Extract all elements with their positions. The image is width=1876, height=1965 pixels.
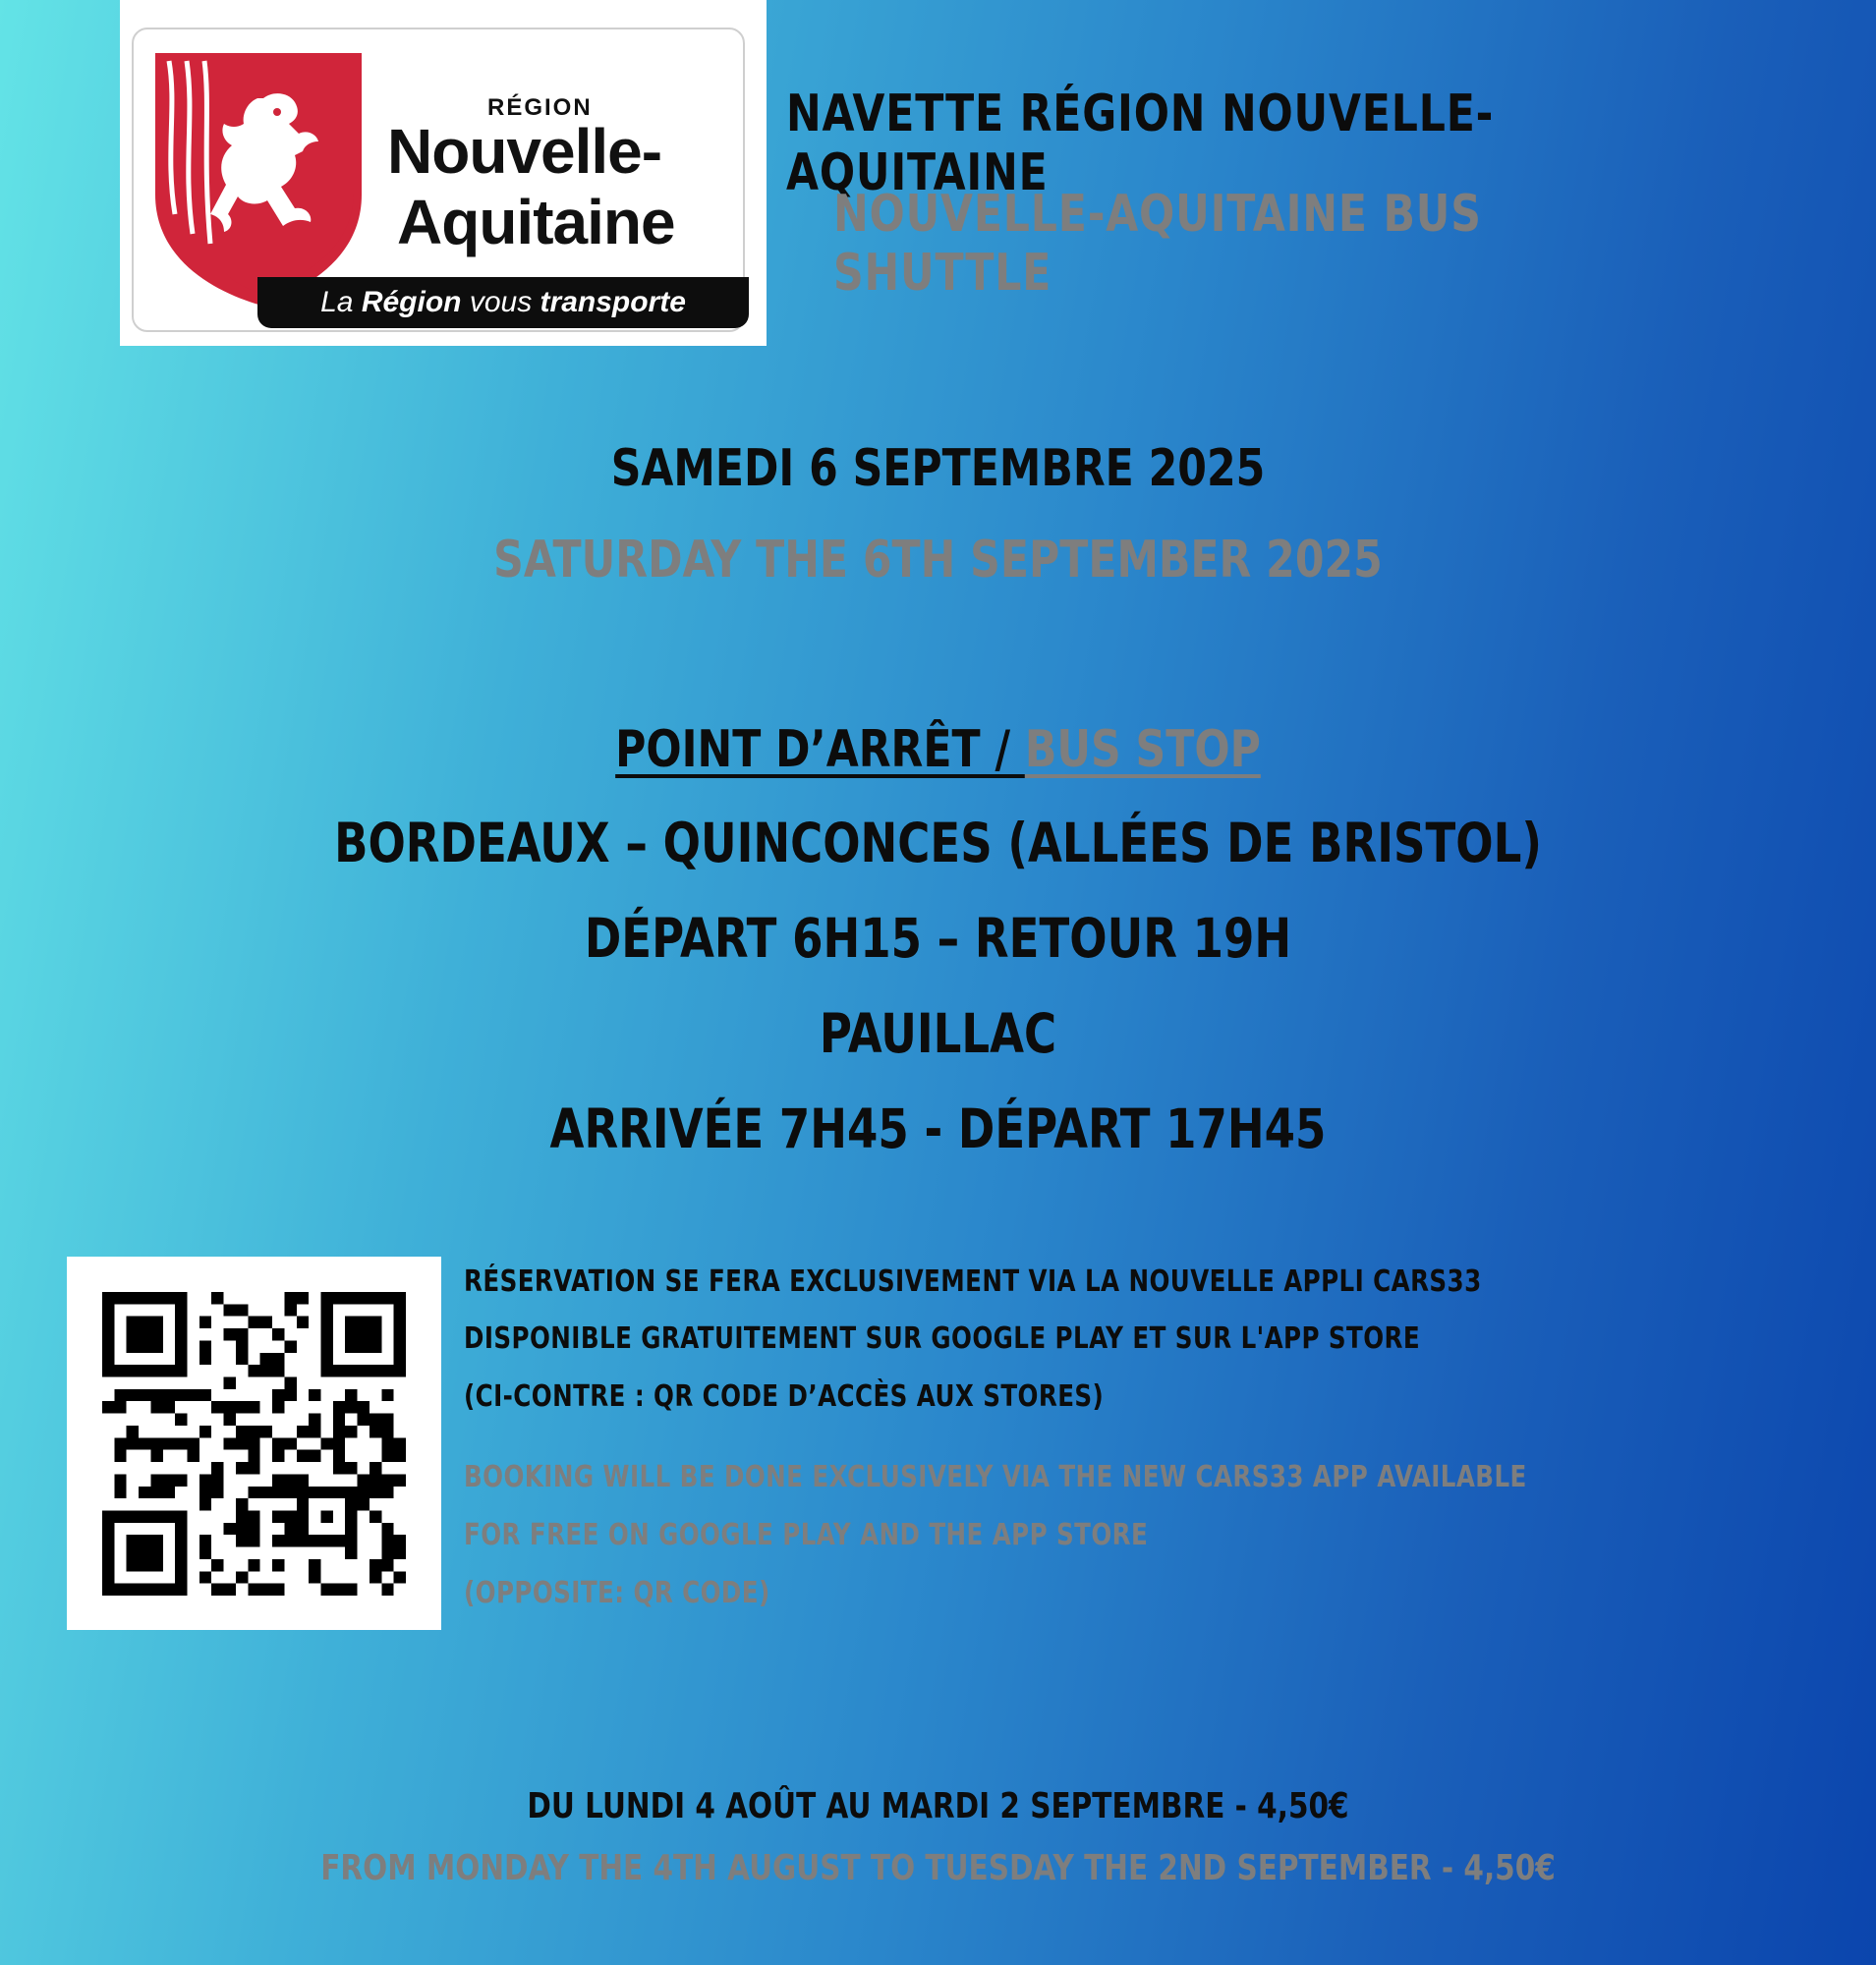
tagline-prefix: La	[320, 286, 354, 318]
logo-name-line2: Aquitaine	[397, 187, 675, 257]
title-french: NAVETTE RÉGION NOUVELLE-AQUITAINE	[786, 84, 1495, 202]
qr-code-icon	[102, 1292, 406, 1596]
tagline-bold-transport: transporte	[540, 286, 686, 318]
logo-name-line1: Nouvelle-	[387, 116, 662, 187]
stop-pauillac: PAUILLAC	[819, 1002, 1057, 1065]
stop-heading-fr: POINT D’ARRÊT /	[615, 720, 1025, 779]
booking-fr-line2: DISPONIBLE GRATUITEMENT SUR GOOGLE PLAY ET SUR L'APP STORE	[464, 1321, 1421, 1356]
tagline-bold-region: Région	[361, 286, 462, 318]
logo-tagline	[257, 277, 749, 328]
date-french: SAMEDI 6 SEPTEMBRE 2025	[610, 439, 1266, 498]
title-english: NOUVELLE-AQUITAINE BUS SHUTTLE	[833, 185, 1482, 303]
stop-heading	[169, 720, 1707, 779]
region-logo	[120, 0, 767, 346]
stop-bordeaux-times: DÉPART 6H15 – RETOUR 19H	[584, 907, 1292, 970]
qr-code[interactable]	[67, 1257, 441, 1630]
shield-lion-icon	[147, 47, 370, 308]
booking-en-line2: FOR FREE ON GOOGLE PLAY AND THE APP STORE	[464, 1518, 1149, 1552]
logo-frame	[132, 28, 745, 332]
booking-fr-line1: RÉSERVATION SE FERA EXCLUSIVEMENT VIA LA NOUVELLE APPLI CARS33	[464, 1264, 1482, 1299]
stop-bordeaux: BORDEAUX – QUINCONCES (ALLÉES DE BRISTOL)	[334, 812, 1542, 874]
booking-fr-line3: (CI-CONTRE : QR CODE D’ACCÈS AUX STORES)	[464, 1379, 1105, 1414]
price-french: DU LUNDI 4 AOÛT AU MARDI 2 SEPTEMBRE - 4,50€	[527, 1786, 1349, 1826]
date-english: SATURDAY THE 6TH SEPTEMBER 2025	[493, 531, 1383, 590]
stop-pauillac-times: ARRIVÉE 7H45 - DÉPART 17H45	[549, 1097, 1327, 1160]
tagline-middle: vous	[469, 286, 533, 318]
booking-en-line1: BOOKING WILL BE DONE EXCLUSIVELY VIA THE NEW CARS33 APP AVAILABLE	[464, 1460, 1527, 1494]
price-english: FROM MONDAY THE 4TH AUGUST TO TUESDAY THE 2ND SEPTEMBER - 4,50€	[320, 1848, 1556, 1888]
logo-region-label: RÉGION	[487, 94, 593, 121]
stop-heading-en: BUS STOP	[1024, 720, 1261, 779]
booking-en-line3: (OPPOSITE: QR CODE)	[464, 1576, 770, 1610]
